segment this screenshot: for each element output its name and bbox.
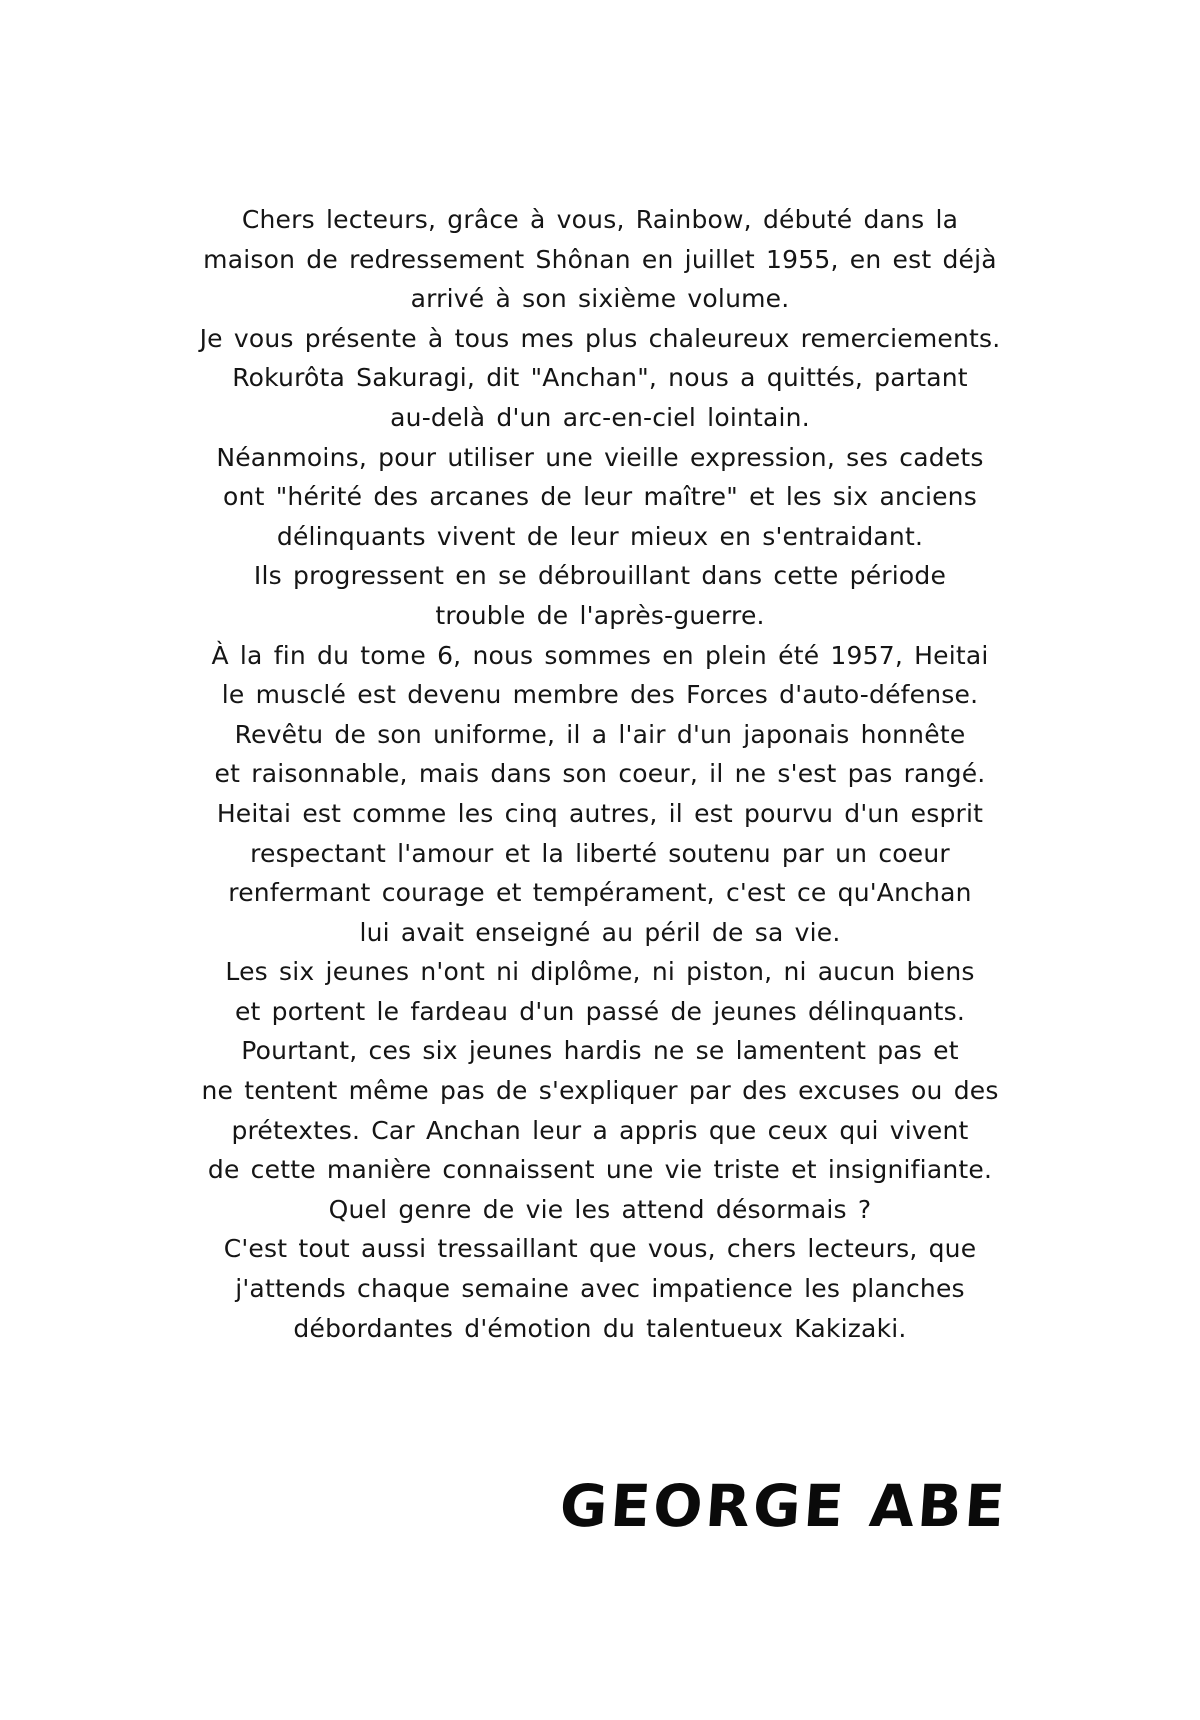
letter-line: maison de redressement Shônan en juillet 1955, en est déjà <box>203 244 997 274</box>
letter-line: lui avait enseigné au péril de sa vie. <box>359 917 841 947</box>
letter-line: j'attends chaque semaine avec impatience les planches <box>235 1274 965 1304</box>
letter-line: respectant l'amour et la liberté soutenu par un coeur <box>250 838 950 868</box>
letter-line: À la fin du tome 6, nous sommes en plein été 1957, Heitai <box>211 640 989 670</box>
letter-line: Revêtu de son uniforme, il a l'air d'un japonais honnête <box>234 719 966 749</box>
letter-line: prétextes. Car Anchan leur a appris que ceux qui vivent <box>231 1115 969 1145</box>
letter-line: Ils progressent en se débrouillant dans cette période <box>253 561 947 591</box>
letter-line: C'est tout aussi tressaillant que vous, chers lecteurs, que <box>223 1234 977 1264</box>
letter-line: Chers lecteurs, grâce à vous, Rainbow, débuté dans la <box>241 205 959 234</box>
letter-line: Quel genre de vie les attend désormais ? <box>328 1194 872 1224</box>
letter-line: ne tentent même pas de s'expliquer par des excuses ou des <box>201 1076 999 1106</box>
letter-line: de cette manière connaissent une vie triste et insignifiante. <box>207 1155 993 1185</box>
letter-line: ont "hérité des arcanes de leur maître" et les six anciens <box>223 482 977 512</box>
letter-line: au-delà d'un arc-en-ciel lointain. <box>390 402 810 432</box>
letter-line: et raisonnable, mais dans son coeur, il ne s'est pas rangé. <box>214 759 986 789</box>
letter-line: trouble de l'après-guerre. <box>435 600 765 630</box>
letter-line: Les six jeunes n'ont ni diplôme, ni piston, ni aucun biens <box>225 957 975 987</box>
letter-line: renfermant courage et tempérament, c'est ce qu'Anchan <box>228 878 972 908</box>
letter-line: et portent le fardeau d'un passé de jeunes délinquants. <box>234 996 966 1026</box>
letter-line: arrivé à son sixième volume. <box>410 284 790 314</box>
letter-line: Rokurôta Sakuragi, dit "Anchan", nous a quittés, partant <box>232 363 968 393</box>
letter-line: le musclé est devenu membre des Forces d'auto-défense. <box>221 680 979 710</box>
letter-line: Néanmoins, pour utiliser une vieille expression, ses cadets <box>216 442 984 472</box>
letter-line: débordantes d'émotion du talentueux Kakizaki. <box>293 1313 907 1343</box>
letter-line: délinquants vivent de leur mieux en s'entraidant. <box>276 521 924 551</box>
letter-line: Pourtant, ces six jeunes hardis ne se lamentent pas et <box>241 1036 959 1066</box>
letter-body <box>150 200 1050 1348</box>
letter-line: Je vous présente à tous mes plus chaleureux remerciements. <box>199 323 1001 353</box>
letter-line: Heitai est comme les cinq autres, il est pourvu d'un esprit <box>216 798 984 828</box>
author-signature: GEORGE ABE <box>557 1472 1010 1540</box>
